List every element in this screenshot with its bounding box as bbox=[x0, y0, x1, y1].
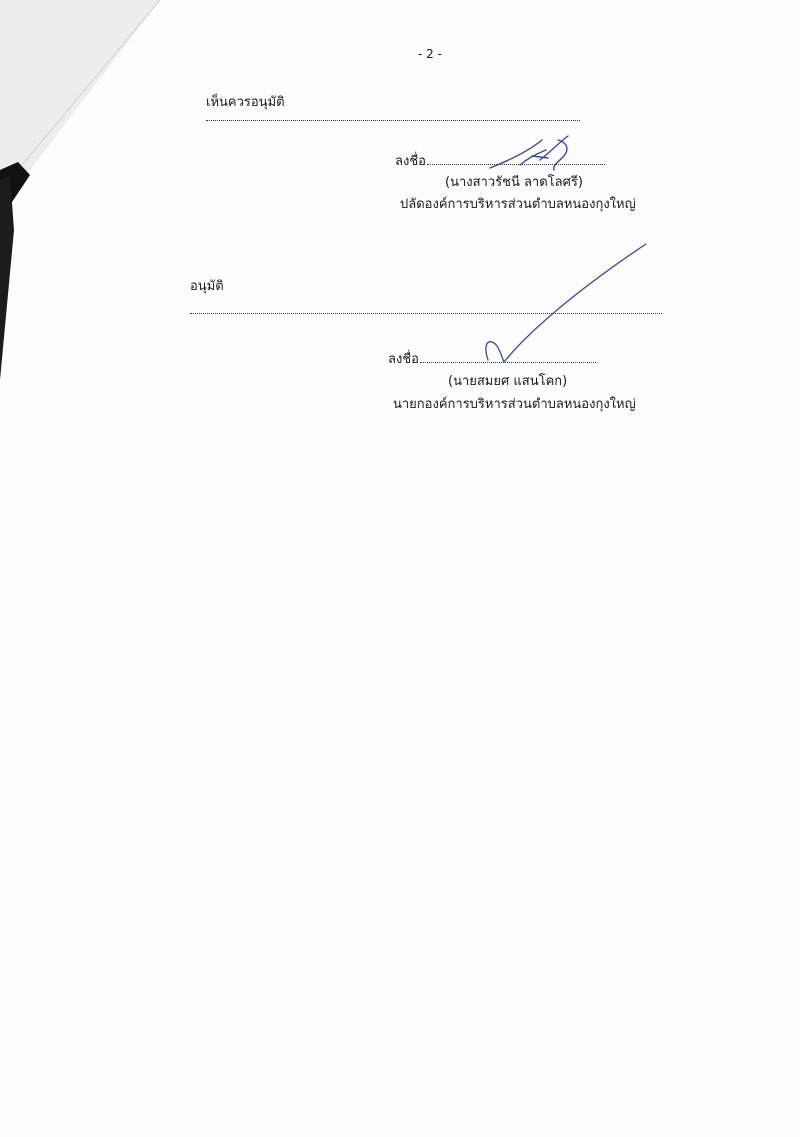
recommendation-position: ปลัดองค์การบริหารส่วนตำบลหนองกุงใหญ่ bbox=[400, 197, 636, 212]
approval-signature bbox=[470, 240, 660, 370]
approval-signature-row bbox=[388, 352, 596, 368]
approval-comment-line bbox=[190, 313, 662, 314]
recommendation-signature-line bbox=[427, 164, 605, 165]
approval-heading: อนุมัติ bbox=[190, 279, 224, 294]
approval-position: นายกองค์การบริหารส่วนตำบลหนองกุงใหญ่ bbox=[393, 397, 636, 412]
approval-signature-line bbox=[420, 362, 596, 363]
approval-sign-label: ลงชื่อ bbox=[388, 352, 419, 367]
page-number: - 2 - bbox=[418, 47, 442, 61]
recommendation-sign-label: ลงชื่อ bbox=[395, 154, 426, 169]
recommendation-name: (นางสาวรัชนี ลาดโลศรี) bbox=[445, 175, 583, 190]
recommendation-signature-row bbox=[395, 154, 605, 170]
recommendation-comment-line bbox=[206, 120, 580, 121]
approval-name: (นายสมยศ แสนโคก) bbox=[448, 374, 568, 389]
recommendation-heading: เห็นควรอนุมัติ bbox=[206, 95, 285, 110]
